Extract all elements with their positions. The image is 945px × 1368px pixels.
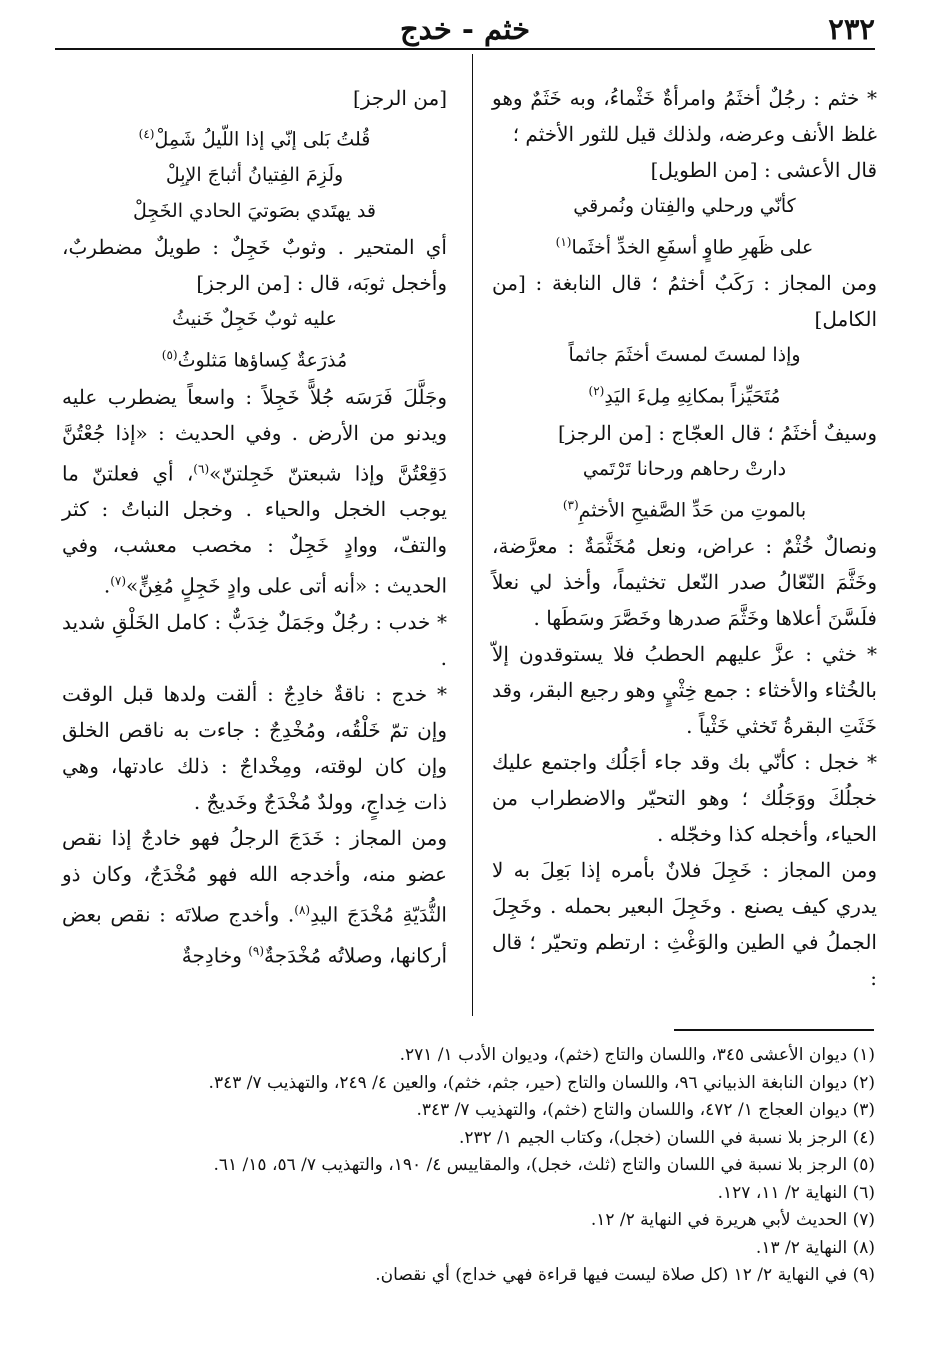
entry-text: وخادِجةٌ <box>181 943 249 968</box>
line-text: وإذا لمستَ لمستَ أخثَمَ جاثماً <box>568 344 801 367</box>
right-column <box>492 80 877 996</box>
page-header <box>55 8 875 50</box>
entry-paragraph <box>492 744 877 852</box>
entry-text: * خدج : ناقةٌ خادِجٌ : ألقت ولدها قبل الوقت وإن تمّ خَلْقُه، ومُخْدِجٌ : جاءت به ناقص الخلق وإن كان لوقته، ومِخْداجٌ : ذلك عادتها، وهي ذات خِداجٍ، وولدٌ مُخْدَجٌ وخَديجٌ . <box>62 681 447 814</box>
entry-text: * خدب : رجُلٌ وجَمَلٌ خِدَبٌّ : كامل الخَلْقِ شديد . <box>62 609 447 670</box>
verse-line <box>492 188 877 224</box>
line-text: دارتْ رحاهم ورحانا تَرْتَمي <box>582 457 787 480</box>
running-title: خثم - خدج <box>399 12 531 46</box>
line-text: [من الرجز] <box>353 86 447 110</box>
footnote: (٩) في النهاية ٢/ ١٢ (كل صلاة ليست فيها قراءة فهي خداج) أي نقصان. <box>375 1265 875 1285</box>
verse-line <box>492 337 877 373</box>
entry-paragraph <box>492 636 877 744</box>
verse-line <box>62 116 447 157</box>
footnote-rule <box>674 1029 874 1031</box>
column-divider <box>472 54 473 1016</box>
page-number: ٢٣٢ <box>828 12 875 46</box>
line-text: على ظَهرِ طاوٍ أسفَعِ الخدِّ أخثَما <box>571 236 814 259</box>
footnote: (٥) الرجز بلا نسبة في اللسان والتاج (ثلث، خجل)، والمقاييس ٤/ ١٩٠، والتهذيب ٧/ ٥٦، ١٥/ ٦١. <box>213 1155 875 1175</box>
entry-text: . <box>103 573 111 598</box>
footnote: (١) ديوان الأعشى ٣٤٥، واللسان والتاج (خثم)، وديوان الأدب ١/ ٢٧١. <box>399 1045 875 1065</box>
entry-paragraph <box>62 379 447 604</box>
entry-text: * خثم : رجُلٌ أخثَمُ وامرأةٌ خَثْماءُ، وبه خَثَمٌ وهو غلظ الأنف وعرضه، ولذلك قيل للثور الأخثم ؛ <box>492 86 877 146</box>
footnote-ref: (٩) <box>248 943 265 958</box>
verse-line <box>62 193 447 229</box>
entry-paragraph <box>492 528 877 636</box>
entry-text: أي المتحير . وثوبٌ خَجِلٌ : طويلٌ مضطربٌ، وأخجل ثوبَه، قال : [من الرجز] <box>62 235 447 296</box>
footnote-ref: (١) <box>555 235 572 249</box>
entry-paragraph <box>62 604 447 676</box>
line-text: ولَزِمَ الفِتيانُ أثباجَ الإبِلْ <box>165 164 344 187</box>
verse-line <box>492 451 877 487</box>
left-column <box>62 80 447 973</box>
entry-paragraph <box>62 676 447 820</box>
footnote-ref: (٢) <box>588 384 605 399</box>
footnote-ref: (٥) <box>161 348 178 363</box>
footnotes <box>75 1042 875 1290</box>
meter-tag <box>62 80 447 116</box>
line-text: مُتَحَيِّزاً بمكانِهِ مِلءَ اليَدِ <box>604 385 781 408</box>
entry-paragraph <box>492 415 877 451</box>
line-text: قد يهتَدي بصَوتيَ الحادي الخَجِلْ <box>133 200 376 223</box>
footnote: (٦) النهاية ٢/ ١١، ١٢٧. <box>717 1182 875 1203</box>
verse-line <box>492 373 877 414</box>
entry-paragraph <box>492 80 877 152</box>
footnote-ref: (٧) <box>110 574 127 589</box>
line-text: كأنّي ورحلي والفِتان ونُمرقي <box>573 195 796 217</box>
verse-line <box>492 487 877 528</box>
verse-line <box>62 157 447 193</box>
entry-text: ومن المجاز : خَدَجَ الرجلُ فهو خادجٌ إذا نقص عضو منه، وأخدجه الله فهو مُخْدَجٌ، وكان ذو الثُّدَيّةِ مُخْدَجَ اليدِ <box>62 825 447 927</box>
entry-paragraph <box>492 265 877 337</box>
line-text: مُذرَعةٌ كِساؤها مَثلوثُ <box>177 349 348 372</box>
entry-paragraph <box>492 852 877 996</box>
verse-line <box>62 337 447 378</box>
footnote: (٢) ديوان النابغة الذبياني ٩٦، واللسان والتاج (حير، جثم، خثم)، والعين ٤/ ٢٤٩، والتهذيب ٧/ ٣٤٣. <box>208 1072 875 1093</box>
verse-line <box>492 224 877 265</box>
footnote: (٨) النهاية ٢/ ١٣. <box>755 1237 875 1258</box>
line-text: قُلتُ بَلى إنّي إذا اللّيلُ شَمِلْ <box>154 128 371 151</box>
footnote: (٤) الرجز بلا نسبة في اللسان (خجل)، وكتاب الجيم ١/ ٢٣٢. <box>458 1127 875 1148</box>
entry-text: ، أي فعلتنّ ما يوجب الخجل والحياء . وخجل النباتُ : كثر والتفّ، ووادٍ خَجِلٌ : مخصب معشب، وفي الحديث : «أنه أتى على وادٍ خَجِلٍ مُغِنٍّ» <box>62 461 447 598</box>
entry-text: ومن المجاز : رَكَبٌ أخثمُ ؛ قال النابغة : [من الكامل] <box>492 271 877 332</box>
entry-text: * خجل : كأنّي بك وقد جاء أجَلُك واجتمع عليك خجلُكَ ووَجَلُك ؛ وهو التحيّر والاضطراب من الحياء، وأخجله كذا وخجّله . <box>492 749 877 846</box>
footnote-ref: (٣) <box>562 497 579 512</box>
footnote-ref: (٨) <box>294 902 311 917</box>
entry-paragraph <box>492 152 877 188</box>
line-text: بالموتِ من حَدِّ الصَّفيحِ الأخثمِ <box>578 498 807 521</box>
line-text: عليه ثوبٌ خَجِلٌ خَنيثُ <box>172 308 337 331</box>
footnote: (٧) الحديث لأبي هريرة في النهاية ٢/ ١٢. <box>590 1210 875 1230</box>
entry-text: وسيفٌ أخثَمُ ؛ قال العجّاج : [من الرجز] <box>557 420 877 445</box>
entry-paragraph <box>62 820 447 973</box>
entry-text: * خثي : عزَّ عليهم الحطبُ فلا يستوقدون إلاّ بالخُثاء والأخثاء : جمع خِثْيٍ وهو رجيع البقر، وقد خَثَتِ البقرةُ تَخثي خَثْياً . <box>492 641 877 738</box>
entry-paragraph <box>62 229 447 301</box>
entry-text: ونصالٌ خُثْمٌ : عراض، ونعل مُخَثَّمَةٌ : معرَّضة، وخَثَّمَ النّعّالُ صدر النّعل تخثيماً، وأخذ لي نعلاً فلَسَّنَ أعلاها وخَثَّمَ صدرها وخَصَّرَ وسَطَها . <box>492 533 877 630</box>
verse-line <box>62 301 447 337</box>
footnote-ref: (٦) <box>193 461 210 476</box>
entry-text: وجَلَّلَ فَرَسَه جُلاًّ خَجِلاً : واسعاً يضطرب عليه ويدنو من الأرض . وفي الحديث : «إذا جُعْتُنَّ دَقِعْتُنَّ وإذا شبعتنّ خَجِلتنّ» <box>62 384 447 486</box>
footnote-ref: (٤) <box>138 127 155 141</box>
footnote: (٣) ديوان العجاج ١/ ٤٧٢، واللسان والتاج (خثم)، والتهذيب ٧/ ٣٤٣. <box>416 1100 875 1120</box>
entry-text: ومن المجاز : خَجِلَ فلانٌ بأمره إذا بَعِلَ به لا يدري كيف يصنع . وخَجِلَ البعير بحمله . وخَجِلَ الجملُ في الطين والوَغْثِ : ارتطم وتحيّر ؛ قال : <box>492 857 877 990</box>
entry-text: . وأخدج صلاتَه : نقص بعض أركانها، وصلاتُه مُخْدَجةٌ <box>62 902 447 968</box>
entry-text: قال الأعشى : [من الطويل] <box>650 158 877 182</box>
